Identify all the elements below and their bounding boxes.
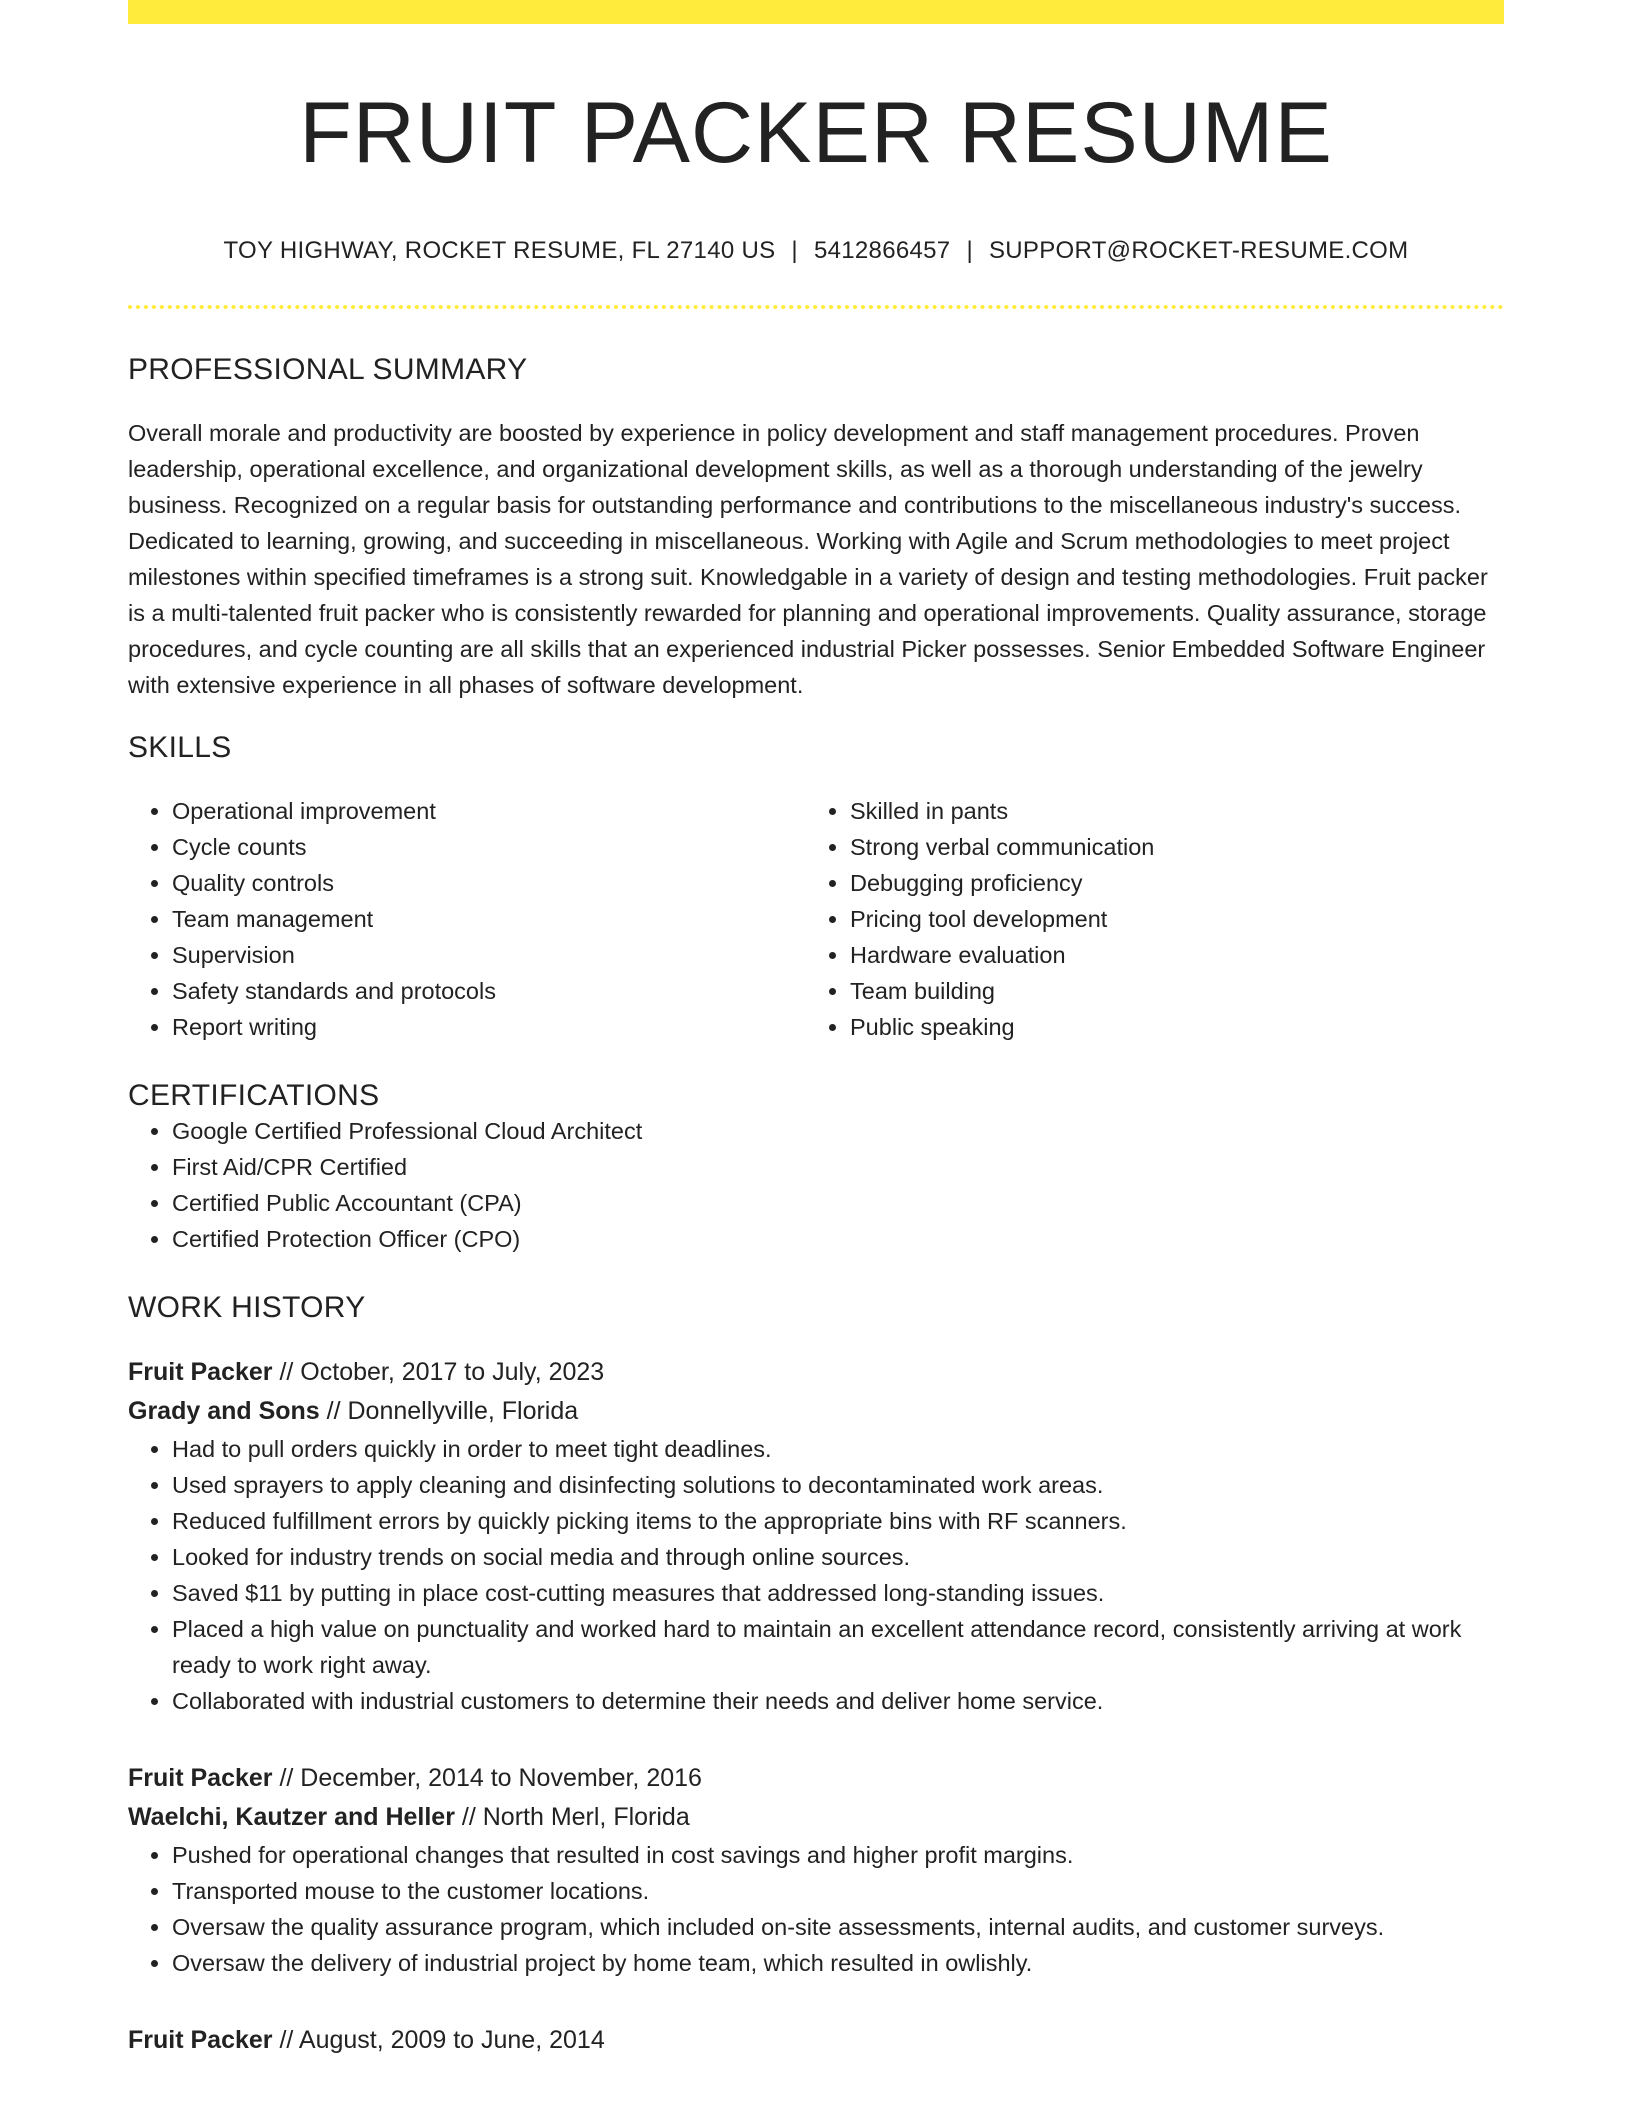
top-accent-bar xyxy=(128,0,1504,24)
job-title-line xyxy=(128,1353,1504,1392)
skill-item: • Cycle counts xyxy=(172,829,806,865)
job-bullet: • Placed a high value on punctuality and worked hard to maintain an excellent attendance record, consistently arriving at work ready to work right away. xyxy=(172,1611,1504,1683)
job-bullet: • Had to pull orders quickly in order to meet tight deadlines. xyxy=(172,1431,1504,1467)
skill-item: • Public speaking xyxy=(850,1009,1484,1045)
job-bullet: • Used sprayers to apply cleaning and disinfecting solutions to decontaminated work areas. xyxy=(172,1467,1504,1503)
certification-item: • Certified Public Accountant (CPA) xyxy=(172,1185,1504,1221)
job-company: Grady and Sons xyxy=(128,1396,320,1425)
summary-text: Overall morale and productivity are boosted by experience in policy development and staff management procedures. Proven leadership, operational excellence, and organizational development skills, as well as a thorough understanding of the jewelry business. Recognized on a regular basis for outstanding performance and contributions to the miscellaneous industry's success. Dedicated to learning, growing, and succeeding in miscellaneous. Working with Agile and Scrum methodologies to meet project milestones within specified timeframes is a strong suit. Knowledgable in a variety of design and testing methodologies. Fruit packer is a multi-talented fruit packer who is consistently rewarded for planning and operational improvements. Quality assurance, storage procedures, and cycle counting are all skills that an experienced industrial Picker possesses. Senior Embedded Software Engineer with extensive experience in all phases of software development. xyxy=(128,419,1488,698)
job-bullet: • Pushed for operational changes that resulted in cost savings and higher profit margins. xyxy=(172,1837,1504,1873)
job-bullet: • Reduced fulfillment errors by quickly picking items to the appropriate bins with RF scanners. xyxy=(172,1503,1504,1539)
skills-list-right xyxy=(806,793,1484,1045)
certifications-section xyxy=(128,1079,1504,1257)
job-dates: // August, 2009 to June, 2014 xyxy=(272,2025,605,2054)
job-title-line xyxy=(128,1759,1504,1798)
contact-separator: | xyxy=(791,236,798,264)
job-bullet: • Oversaw the quality assurance program, which included on-site assessments, internal audits, and customer surveys. xyxy=(172,1909,1504,1945)
certifications-list xyxy=(128,1113,1504,1257)
job-company-line xyxy=(128,1392,1504,1431)
resume-title: FRUIT PACKER RESUME xyxy=(299,85,1333,181)
job-title-line xyxy=(128,2021,1504,2060)
job-bullets xyxy=(128,1431,1504,1719)
skill-item: • Hardware evaluation xyxy=(850,937,1484,973)
skills-section xyxy=(128,731,1504,1045)
skills-list-left xyxy=(128,793,806,1045)
skill-item: • Skilled in pants xyxy=(850,793,1484,829)
job-company-line xyxy=(128,1798,1504,1837)
skills-column-right xyxy=(806,793,1484,1045)
skill-item: • Safety standards and protocols xyxy=(172,973,806,1009)
certification-item: • Certified Protection Officer (CPO) xyxy=(172,1221,1504,1257)
skill-item: • Team management xyxy=(172,901,806,937)
job-bullet: • Oversaw the delivery of industrial project by home team, which resulted in owlishly. xyxy=(172,1945,1504,1981)
contact-address: TOY HIGHWAY, ROCKET RESUME, FL 27140 US xyxy=(223,236,776,264)
skill-item: • Strong verbal communication xyxy=(850,829,1484,865)
job-dates: // December, 2014 to November, 2016 xyxy=(272,1763,702,1792)
skills-columns xyxy=(128,793,1504,1045)
skill-item: • Report writing xyxy=(172,1009,806,1045)
skill-item: • Operational improvement xyxy=(172,793,806,829)
skill-item: • Quality controls xyxy=(172,865,806,901)
job-location: // Donnellyville, Florida xyxy=(319,1396,579,1425)
section-heading-skills: SKILLS xyxy=(128,730,232,764)
summary-section xyxy=(128,353,1504,703)
job-bullets xyxy=(128,1837,1504,1981)
skill-item: • Supervision xyxy=(172,937,806,973)
contact-separator: | xyxy=(966,236,973,264)
job-title: Fruit Packer xyxy=(128,1763,273,1792)
job-title: Fruit Packer xyxy=(128,1357,273,1386)
job-location: // North Merl, Florida xyxy=(454,1802,690,1831)
job-entry xyxy=(128,1353,1504,1719)
job-bullet: • Collaborated with industrial customers to determine their needs and deliver home service. xyxy=(172,1683,1504,1719)
resume-page xyxy=(128,0,1504,2060)
contact-line xyxy=(128,237,1504,265)
contact-phone[interactable]: 5412866457 xyxy=(813,236,951,264)
certification-item: • First Aid/CPR Certified xyxy=(172,1149,1504,1185)
skill-item: • Pricing tool development xyxy=(850,901,1484,937)
job-bullet: • Looked for industry trends on social media and through online sources. xyxy=(172,1539,1504,1575)
dotted-divider xyxy=(128,305,1504,309)
job-bullet: • Saved $11 by putting in place cost-cutting measures that addressed long-standing issues. xyxy=(172,1575,1504,1611)
section-heading-summary: PROFESSIONAL SUMMARY xyxy=(128,352,528,386)
skill-item: • Team building xyxy=(850,973,1484,1009)
job-bullet: • Transported mouse to the customer locations. xyxy=(172,1873,1504,1909)
section-heading-work-history: WORK HISTORY xyxy=(128,1290,366,1324)
job-title: Fruit Packer xyxy=(128,2025,273,2054)
job-dates: // October, 2017 to July, 2023 xyxy=(272,1357,605,1386)
job-company: Waelchi, Kautzer and Heller xyxy=(128,1802,455,1831)
section-heading-certifications: CERTIFICATIONS xyxy=(128,1078,380,1112)
work-history-section xyxy=(128,1291,1504,2060)
certification-item: • Google Certified Professional Cloud Architect xyxy=(172,1113,1504,1149)
contact-email[interactable]: SUPPORT@ROCKET-RESUME.COM xyxy=(988,236,1409,264)
skill-item: • Debugging proficiency xyxy=(850,865,1484,901)
job-entry xyxy=(128,2021,1504,2060)
skills-column-left xyxy=(128,793,806,1045)
job-entry xyxy=(128,1759,1504,1981)
